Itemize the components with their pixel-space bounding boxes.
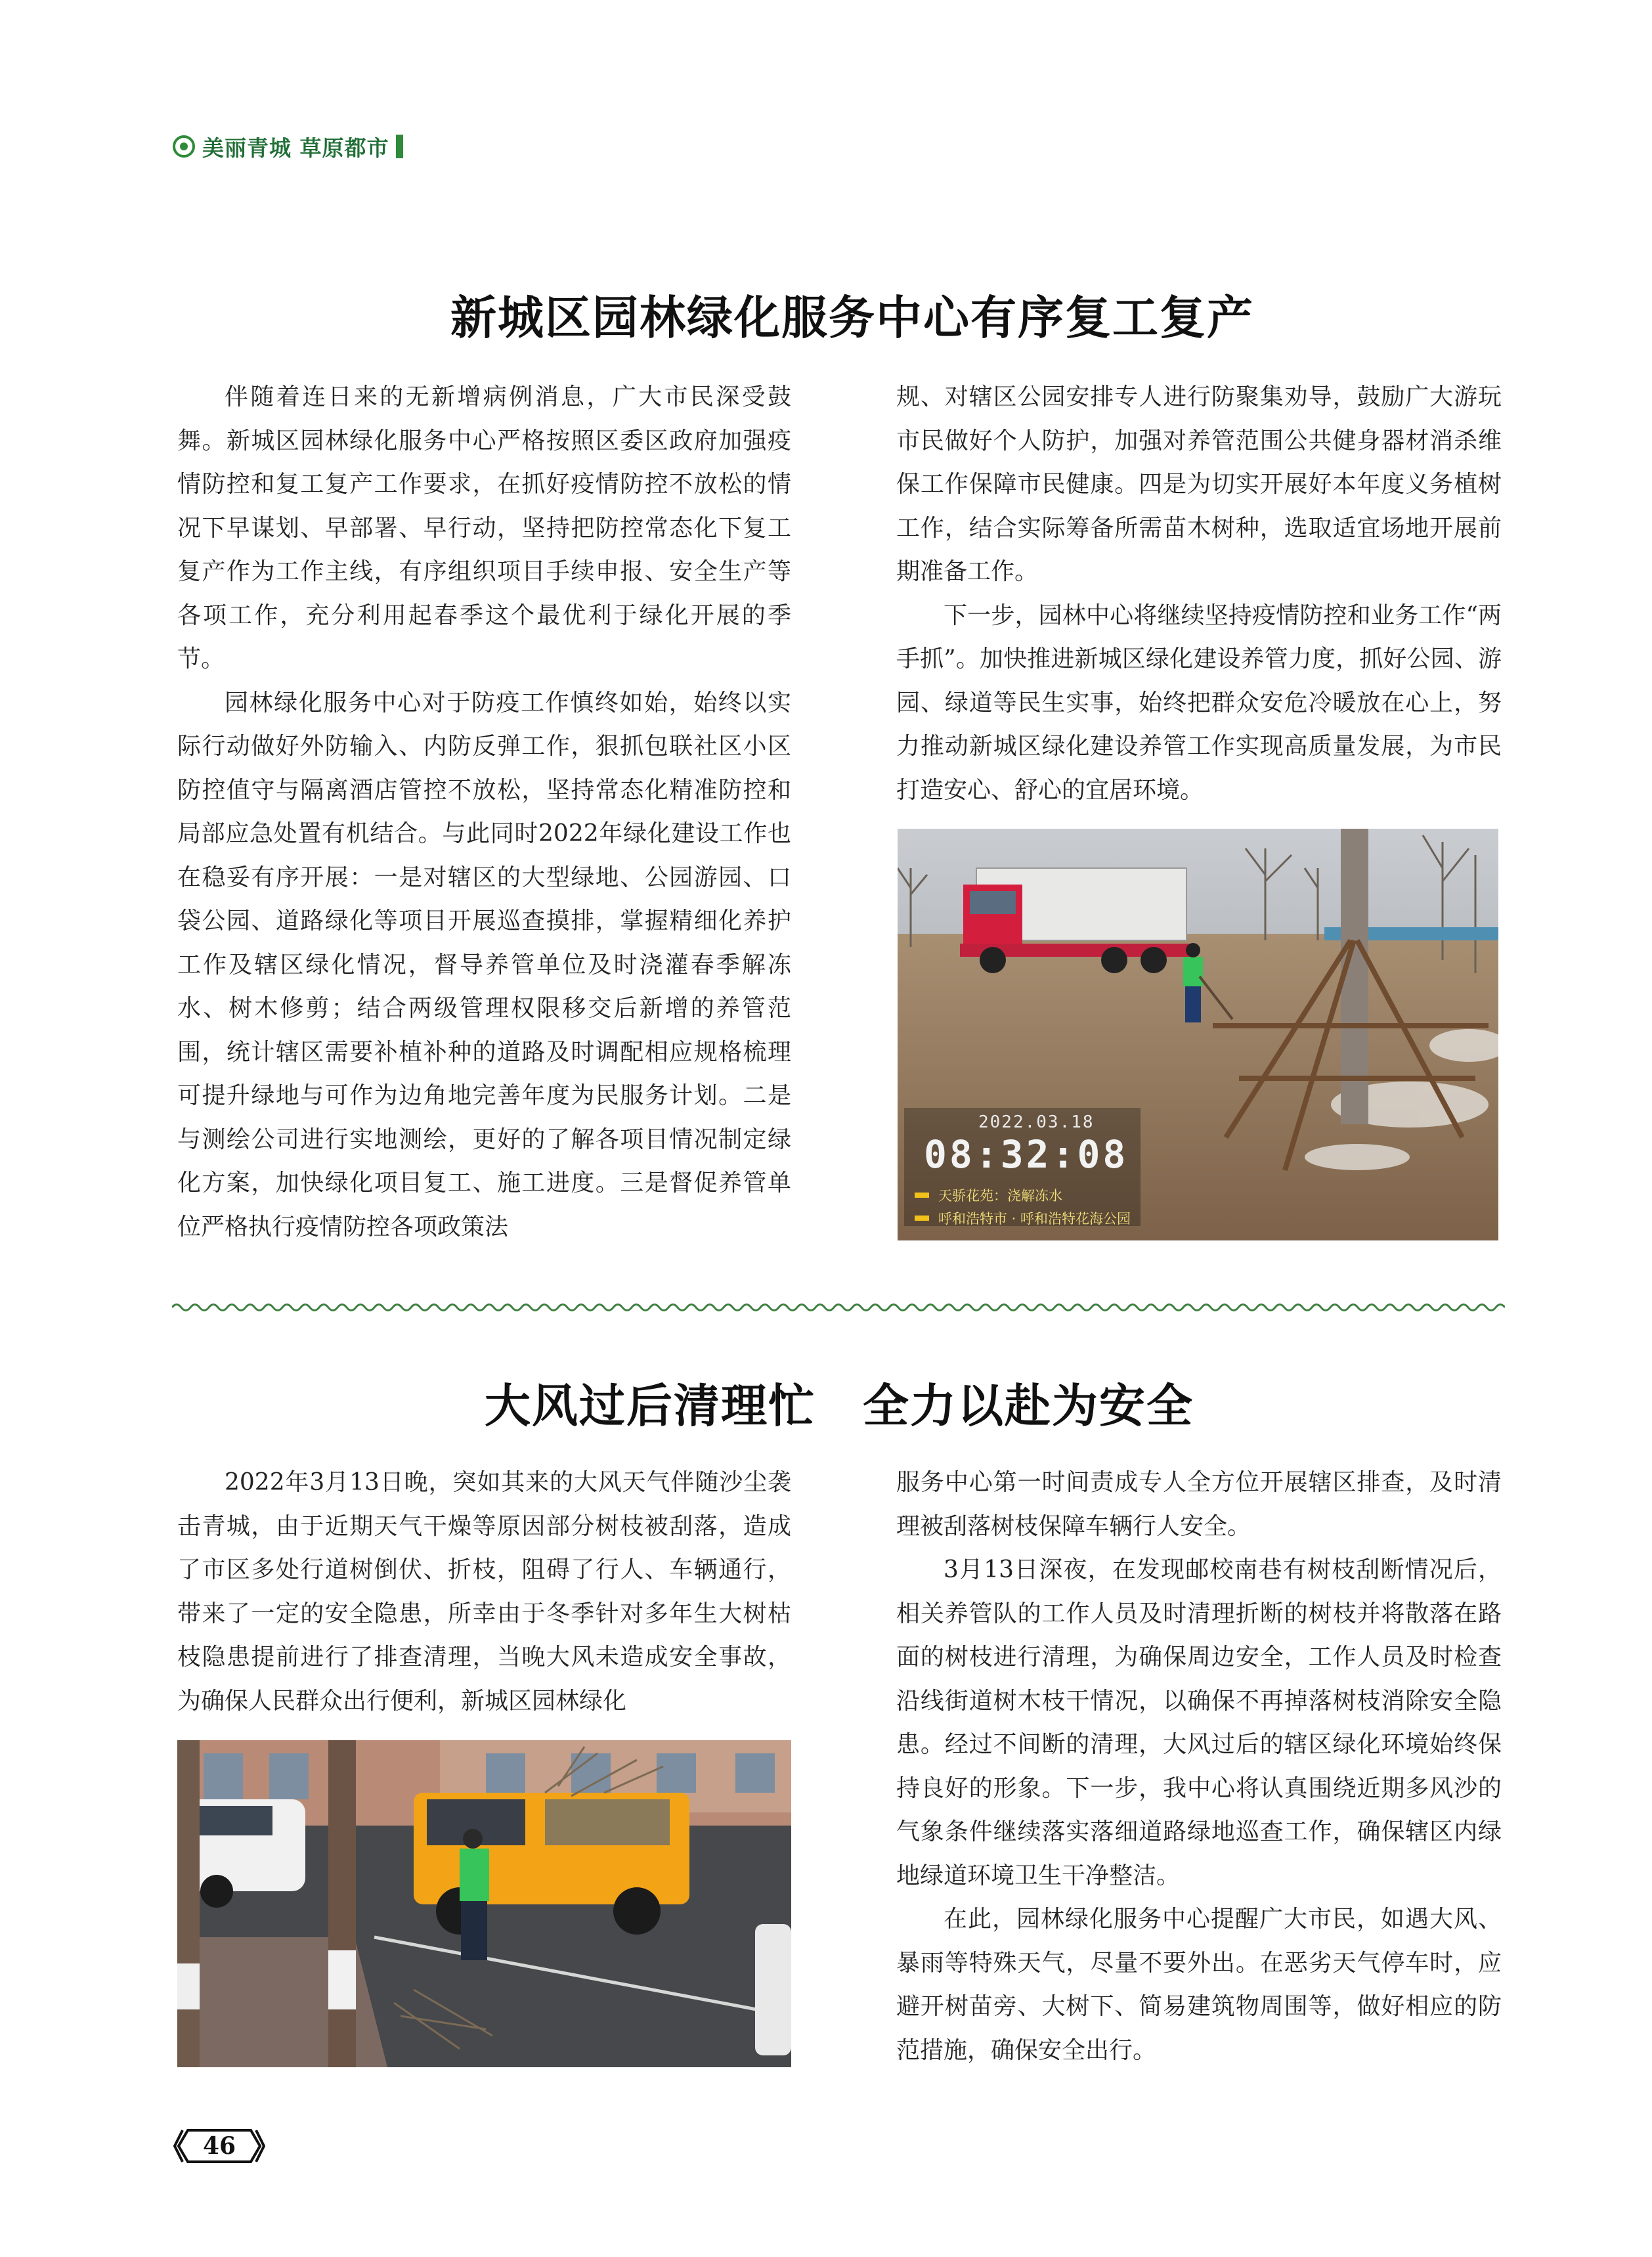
paragraph: 3月13日深夜，在发现邮校南巷有树枝刮断情况后，相关养管队的工作人员及时清理折断的树枝并将散落在路面的树枝进行清理，为确保周边安全，工作人员及时检查沿线街道树木枝干情况，以确保不再掉落树枝消除安全隐患。经过不间断的清理，大风过后的辖区绿化环境始终保持良好的形象。下一步，我中心将认真围绕近期多风沙的气象条件继续落实落细道路绿地巡查工作，确保辖区内绿地绿道环境卫生干净整洁。 [896, 1556, 1502, 1889]
article1-photo [898, 829, 1498, 1240]
ring-icon [172, 135, 196, 158]
paragraph: 伴随着连日来的无新增病例消息，广大市民深受鼓舞。新城区园林绿化服务中心严格按照区委区政府加强疫情防控和复工复产工作要求，在抓好疫情防控不放松的情况下早谋划、早部署、早行动，坚持把防控常态化下复工复产作为工作主线，有序组织项目手续申报、安全生产等各项工作，充分利用起春季这个最优利于绿化开展的季节。 [177, 383, 791, 672]
timestamp-location-1-text: 天骄花苑：浇解冻水 [938, 1188, 1062, 1204]
paragraph: 在此，园林绿化服务中心提醒广大市民，如遇大风、暴雨等特殊天气，尽量不要外出。在恶劣天气停车时，应避开树苗旁、大树下、简易建筑物周围等，做好相应的防范措施，确保安全出行。 [896, 1906, 1502, 2064]
article1-title: 新城区园林绿化服务中心有序复工复产 [450, 291, 1254, 345]
article2-left-column [177, 1461, 791, 1723]
wave-divider [172, 1301, 1505, 1314]
timestamp-location-2-text: 呼和浩特市 · 呼和浩特花海公园 [938, 1211, 1131, 1227]
paragraph: 园林绿化服务中心对于防疫工作慎终如始，始终以实际行动做好外防输入、内防反弹工作，狠抓包联社区小区防控值守与隔离酒店管控不放松，坚持常态化精准防控和局部应急处置有机结合。与此同时2022年绿化建设工作也在稳妥有序开展：一是对辖区的大型绿地、公园游园、口袋公园、道路绿化等项目开展巡查摸排，掌握精细化养护工作及辖区绿化情况，督导养管单位及时浇灌春季解冻水、树木修剪；结合两级管理权限移交后新增的养管范围，统计辖区需要补植补种的道路及时调配相应规格梳理可提升绿地与可作为边角地完善年度为民服务计划。二是与测绘公司进行实地测绘，更好的了解各项目情况制定绿化方案，加快绿化项目复工、施工进度。三是督促养管单位严格执行疫情防控各项政策法 [177, 689, 791, 1240]
paragraph: 下一步，园林中心将继续坚持疫情防控和业务工作“两手抓”。加快推进新城区绿化建设养管力度，抓好公园、游园、绿道等民生实事，始终把群众安危冷暖放在心上，努力推动新城区绿化建设养管工作实现高质量发展，为市民打造安心、舒心的宜居环境。 [896, 602, 1502, 804]
photo-illustration [177, 1740, 791, 2067]
page-number: 46 [202, 2132, 236, 2160]
timestamp-location-1 [915, 1185, 1062, 1205]
page-number-badge [173, 2128, 265, 2164]
article1-left-column [177, 376, 791, 1249]
header-text: 美丽青城 草原都市 [202, 135, 389, 161]
article2-right-column [896, 1461, 1502, 2072]
timestamp-time: 08:32:08 [924, 1132, 1129, 1177]
article1-right-column [896, 376, 1502, 812]
timestamp-date: 2022.03.18 [978, 1112, 1095, 1132]
article2-title: 大风过后清理忙 全力以赴为安全 [485, 1379, 1194, 1433]
header-bar [396, 135, 403, 158]
photo-illustration [898, 829, 1498, 1240]
section-header [172, 130, 403, 163]
article2-photo [177, 1740, 791, 2067]
paragraph: 规、对辖区公园安排专人进行防聚集劝导，鼓励广大游玩市民做好个人防护，加强对养管范围公共健身器材消杀维保工作保障市民健康。四是为切实开展好本年度义务植树工作，结合实际筹备所需苗木树种，选取适宜场地开展前期准备工作。 [896, 383, 1502, 585]
timestamp-location-2 [915, 1208, 1131, 1228]
paragraph: 2022年3月13日晚，突如其来的大风天气伴随沙尘袭击青城，由于近期天气干燥等原因部分树枝被刮落，造成了市区多处行道树倒伏、折枝，阻碍了行人、车辆通行，带来了一定的安全隐患，所幸由于冬季针对多年生大树枯枝隐患提前进行了排查清理，当晚大风未造成安全事故，为确保人民群众出行便利，新城区园林绿化 [177, 1469, 791, 1715]
paragraph: 服务中心第一时间责成专人全方位开展辖区排查，及时清理被刮落树枝保障车辆行人安全。 [896, 1469, 1502, 1540]
